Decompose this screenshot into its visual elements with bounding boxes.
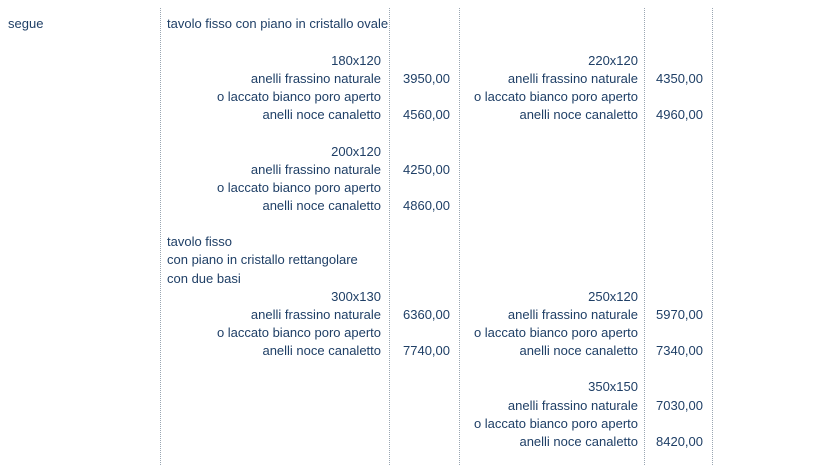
finish-label: anelli noce canaletto — [262, 198, 381, 213]
size-label: 250x120 — [588, 289, 638, 304]
finish-label: anelli frassino naturale — [507, 71, 638, 86]
price-value: 4860,00 — [403, 198, 450, 213]
finish-label: o laccato bianco poro aperto — [473, 89, 638, 104]
size-label: 350x150 — [588, 379, 638, 394]
product-title: tavolo fisso — [167, 234, 233, 249]
size-label: 220x120 — [588, 53, 638, 68]
finish-label: o laccato bianco poro aperto — [216, 325, 381, 340]
price-value: 4560,00 — [403, 107, 450, 122]
price-value: 4350,00 — [656, 71, 703, 86]
finish-label: anelli frassino naturale — [250, 307, 381, 322]
finish-label: anelli noce canaletto — [262, 107, 381, 122]
finish-label: o laccato bianco poro aperto — [216, 180, 381, 195]
finish-label: o laccato bianco poro aperto — [473, 325, 638, 340]
price-value: 7030,00 — [656, 398, 703, 413]
price-value: 4960,00 — [656, 107, 703, 122]
price-value: 5970,00 — [656, 307, 703, 322]
price-value: 8420,00 — [656, 434, 703, 449]
section-label: segue — [8, 16, 44, 31]
finish-label: anelli frassino naturale — [507, 398, 638, 413]
product-title: con due basi — [167, 271, 241, 286]
size-label: 180x120 — [331, 53, 381, 68]
column-divider — [160, 8, 161, 465]
column-divider — [644, 8, 645, 465]
finish-label: anelli frassino naturale — [507, 307, 638, 322]
finish-label: anelli noce canaletto — [519, 107, 638, 122]
product-title: con piano in cristallo rettangolare — [167, 252, 358, 267]
finish-label: o laccato bianco poro aperto — [216, 89, 381, 104]
column-divider — [712, 8, 713, 465]
product-title: tavolo fisso con piano in cristallo ovale — [167, 16, 389, 31]
price-value: 7740,00 — [403, 343, 450, 358]
finish-label: anelli noce canaletto — [262, 343, 381, 358]
column-divider — [459, 8, 460, 465]
finish-label: anelli noce canaletto — [519, 434, 638, 449]
finish-label: anelli noce canaletto — [519, 343, 638, 358]
finish-label: anelli frassino naturale — [250, 71, 381, 86]
column-divider — [389, 8, 390, 465]
size-label: 200x120 — [331, 144, 381, 159]
size-label: 300x130 — [331, 289, 381, 304]
finish-label: o laccato bianco poro aperto — [473, 416, 638, 431]
price-value: 6360,00 — [403, 307, 450, 322]
price-value: 4250,00 — [403, 162, 450, 177]
price-value: 7340,00 — [656, 343, 703, 358]
finish-label: anelli frassino naturale — [250, 162, 381, 177]
price-value: 3950,00 — [403, 71, 450, 86]
